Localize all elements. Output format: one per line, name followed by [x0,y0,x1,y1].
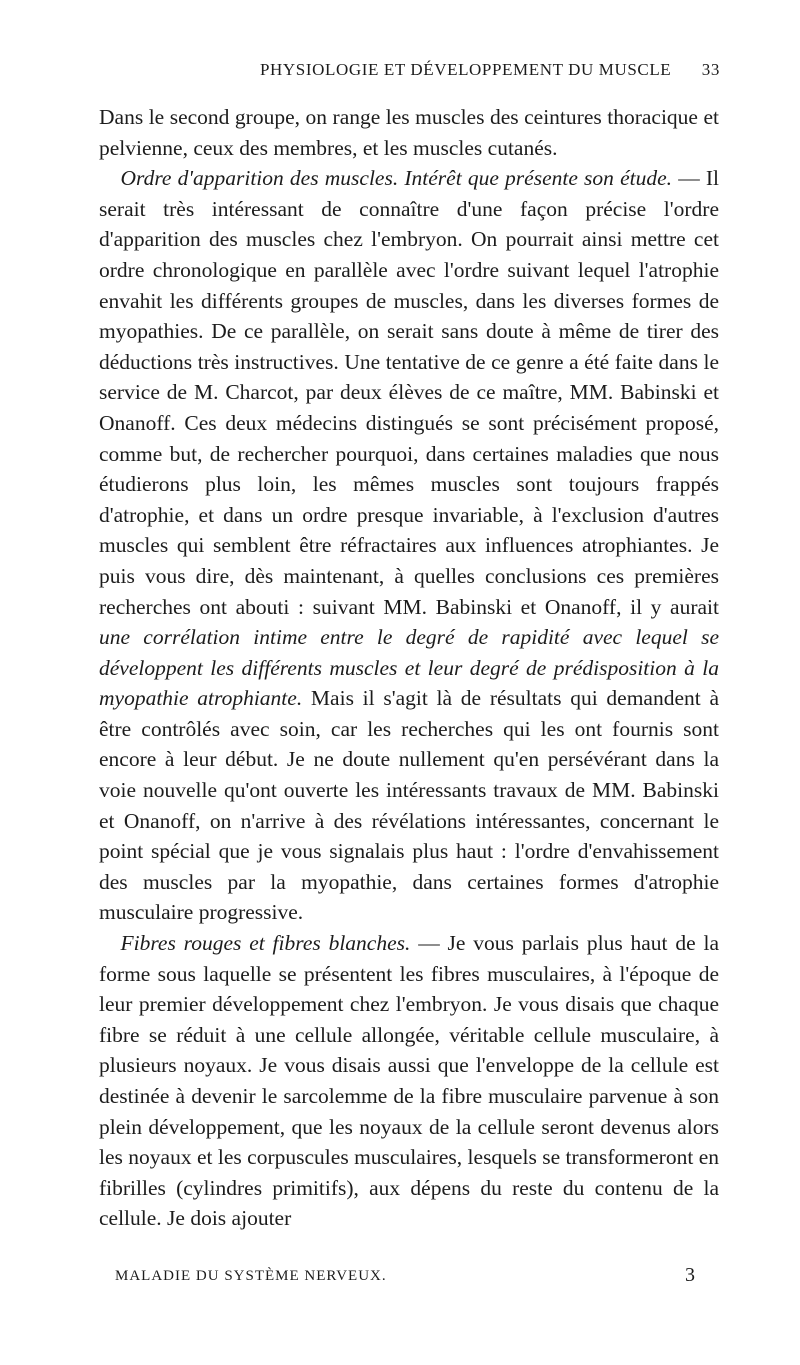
paragraph-3-text: — Je vous parlais plus haut de la forme sous laquelle se présentent les fibres musculaires, à l'époque de leur premier développement chez l'embryon. Je vous disais que chaque fibre se réduit à une cellule allongée, véritable cellule musculaire, à plusieurs noyaux. Je vous disais aussi que l'enveloppe de la cellule est destinée à devenir le sarcolemme de la fibre musculaire parvenue à son plein développement, que les noyaux de la cellule seront devenus alors les noyaux et les corpuscules musculaires, lesquels se transformeront en fibrilles (cylindres primitifs), aux dépens du reste du contenu de la cellule. Je dois ajouter [99,931,719,1231]
signature-label: MALADIE DU SYSTÈME NERVEUX. [115,1268,387,1284]
paragraph-2-text-a: — Il serait très intéressant de connaître d'une façon précise l'ordre d'apparition des muscles chez l'embryon. On pourrait ainsi mettre cet ordre chronologique en parallèle avec l'ordre suivant lequel l'atrophie envahit les différents groupes de muscles, dans les diverses formes de myopathies. De ce parallèle, on serait sans doute à même de tirer des déductions très instructives. Une tentative de ce genre a été faite dans le service de M. Charcot, par deux élèves de ce maître, MM. Babinski et Onanoff. Ces deux médecins distingués se sont précisément proposé, comme but, de rechercher pourquoi, dans certaines maladies que nous étudierons plus loin, les mêmes muscles sont toujours frappés d'atrophie, et dans un ordre presque invariable, à l'exclusion d'autres muscles qui semblent être réfractaires aux influences atrophiantes. Je puis vous dire, dès maintenant, à quelles conclusions ces premières recherches ont abouti : suivant MM. Babinski et Onanoff, il y aurait [99,166,719,619]
running-title: PHYSIOLOGIE ET DÉVELOPPEMENT DU MUSCLE [260,60,672,79]
paragraph-3 [99,928,719,1234]
page-number: 33 [701,60,720,79]
section-heading-ordre-apparition: Ordre d'apparition des muscles. Intérêt que présente son étude. [120,166,673,191]
paragraph-1 [99,102,719,163]
section-heading-fibres: Fibres rouges et fibres blanches. [120,931,411,956]
paragraph-1-text: Dans le second groupe, on range les muscles des ceintures thoracique et pelvienne, ceux des membres, et les muscles cutanés. [99,105,719,160]
page-footer [115,1264,695,1296]
signature-number: 3 [685,1264,695,1286]
paragraph-2 [99,163,719,928]
body-text [99,102,719,1234]
paragraph-2-text-b: Mais il s'agit là de résultats qui demandent à être contrôlés avec soin, car les recherches qui les ont fournis sont encore à leur début. Je ne doute nullement qu'en persévérant dans la voie nouvelle qu'ont ouverte les intéressants travaux de MM. Babinski et Onanoff, on n'arrive à des révélations intéressantes, concernant le point spécial que je vous signalais plus haut : l'ordre d'envahissement des muscles par la myopathie, dans certaines formes d'atrophie musculaire progressive. [99,686,719,925]
paragraph-2-italic-conclusion: une corrélation intime entre le degré de rapidité avec lequel se développent les différents muscles et leur degré de prédisposition à la myopathie atrophiante. [99,625,719,711]
running-header [260,60,720,90]
